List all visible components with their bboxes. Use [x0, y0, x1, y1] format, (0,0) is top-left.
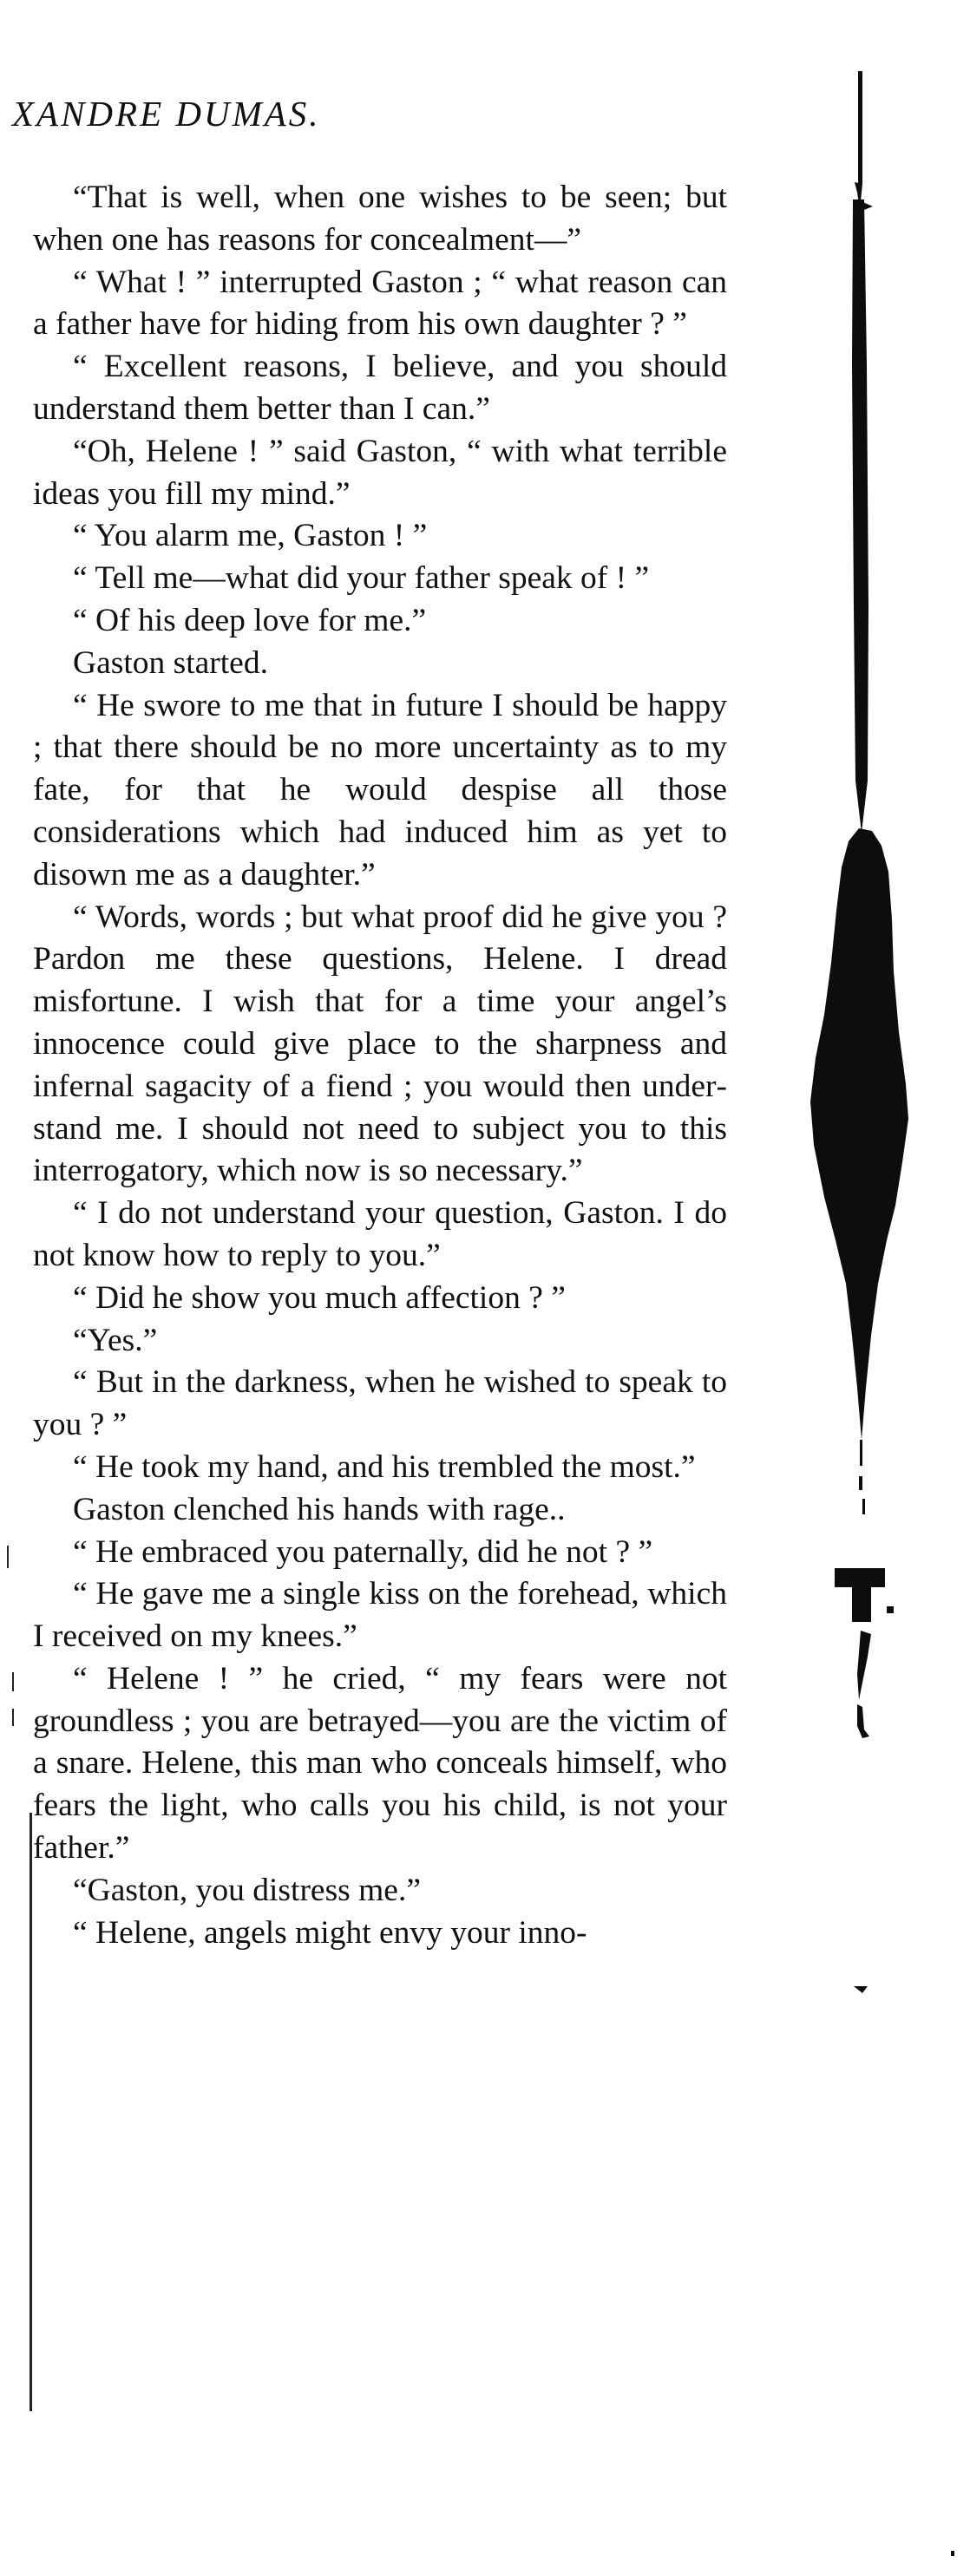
paragraph: “ You alarm me, Gaston ! ”	[73, 518, 428, 554]
knot-dot	[887, 1606, 894, 1613]
tassel-tail	[857, 1631, 871, 1700]
knot	[835, 1568, 885, 1622]
running-header: XANDRE DUMAS.	[12, 94, 321, 134]
small-mark	[859, 1476, 862, 1490]
cord-hook	[855, 182, 873, 210]
paragraph: “That is well, when one wishes to be seen; but when one has reasons for concealment—”	[33, 180, 727, 258]
paragraph: “Yes.”	[73, 1322, 158, 1358]
cord-thick	[852, 199, 868, 833]
paragraph: “ He swore to me that in future I should be happy ; that there should be no more uncertainty as to my fate, for that he would despise all those considerations which had induced him as yet to disown me as a daughter.”	[33, 687, 727, 892]
paragraph: “ But in the darkness, when he wished to speak to you ? ”	[33, 1364, 727, 1443]
cord-top	[858, 71, 862, 184]
paragraph: “ What ! ” interrupted Gaston ; “ what reason can a father have for hiding from his own daughter ? ”	[33, 264, 727, 343]
paragraph: “ I do not understand your question, Gaston. I do not know how to reply to you.”	[33, 1195, 727, 1273]
arrowhead	[854, 1986, 868, 1993]
paragraph: “ He took my hand, and his trembled the most.”	[73, 1448, 696, 1485]
tassel-blot	[810, 828, 908, 1440]
left-margin-tick	[12, 1672, 14, 1691]
paragraph: “ He gave me a single kiss on the forehead, which I received on my knees.”	[33, 1576, 727, 1655]
left-margin-tick	[7, 1546, 9, 1568]
edge-speck	[951, 2551, 954, 2556]
left-margin-tick	[12, 1709, 14, 1726]
tassel-tail-end	[857, 1704, 869, 1738]
small-mark	[862, 1499, 865, 1514]
paragraph: “ Helene, angels might envy your inno-	[73, 1914, 587, 1951]
paragraph: Gaston clenched his hands with rage..	[73, 1491, 566, 1527]
paragraph: “ Helene ! ” he cried, “ my fears were not groundless ; you are betrayed—you are the victim of a snare. Helene, this man who conceals himself, who fears the light, who calls you his child, is not your father.”	[33, 1660, 727, 1867]
paragraph: “Gaston, you distress me.”	[73, 1872, 421, 1908]
paragraph: “ Of his deep love for me.”	[73, 602, 427, 638]
paragraph: “ He embraced you paternally, did he not ? ”	[73, 1533, 653, 1570]
paragraph: “ Excellent reasons, I believe, and you should understand them better than I can.”	[33, 349, 727, 427]
paragraph: “ Did he show you much affection ? ”	[73, 1279, 566, 1316]
paragraph: “ Words, words ; but what proof did he give you ? Pardon me these questions, Helene. I dread misfortune. I wish that for a time your angel’s innocence could give place to the sharpness and infernal sagacity of a fiend ; you would then understand me. I should not need to subject you to this interrogatory, which now is so necessary.”	[33, 899, 727, 1189]
text-column	[33, 177, 727, 1954]
paragraph: Gaston started.	[73, 644, 268, 681]
paragraph: “ Tell me—what did your father speak of ! ”	[73, 560, 650, 597]
paragraph: “Oh, Helene ! ” said Gaston, “ with what terrible ideas you fill my mind.”	[33, 433, 727, 512]
left-margin-rule	[29, 1813, 32, 2411]
cord-lower	[860, 1440, 862, 1466]
